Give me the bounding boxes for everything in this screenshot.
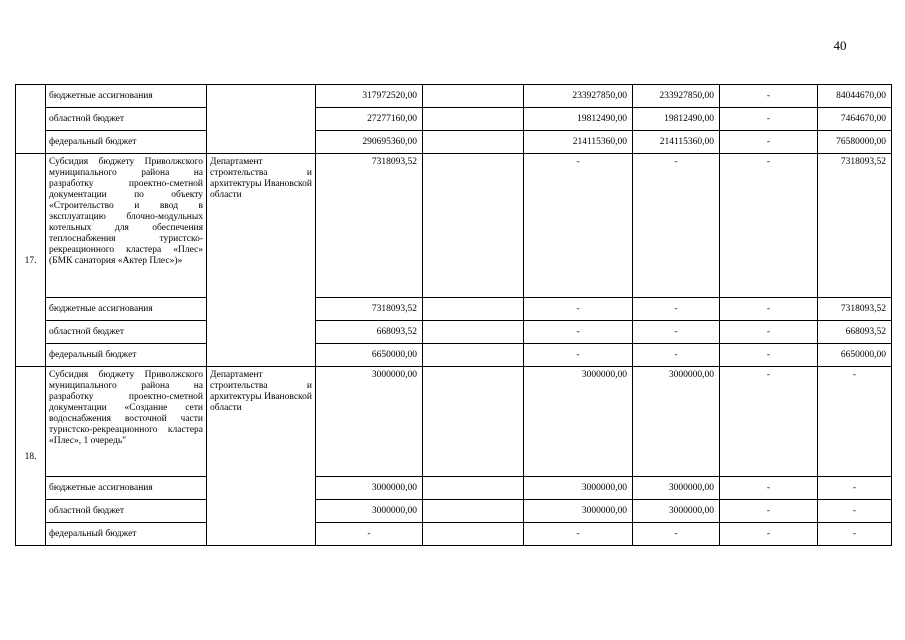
table-row-item-18: [16, 367, 892, 477]
value-cell: 668093,52: [316, 321, 423, 344]
value-cell: -: [633, 298, 720, 321]
value-cell: -: [720, 108, 818, 131]
value-cell: 3000000,00: [524, 477, 633, 500]
value-cell: 7318093,52: [316, 154, 423, 298]
value-cell: 84044670,00: [818, 85, 892, 108]
value-cell: -: [720, 477, 818, 500]
row-label: областной бюджет: [46, 321, 207, 344]
value-cell: -: [720, 344, 818, 367]
value-cell: 233927850,00: [633, 85, 720, 108]
table-row: [16, 344, 892, 367]
value-cell: 317972520,00: [316, 85, 423, 108]
value-cell: -: [720, 154, 818, 298]
value-cell: 19812490,00: [524, 108, 633, 131]
value-cell: [423, 367, 524, 477]
value-cell: -: [818, 367, 892, 477]
value-cell: -: [524, 321, 633, 344]
row-label: федеральный бюджет: [46, 131, 207, 154]
value-cell: 3000000,00: [633, 367, 720, 477]
budget-table: [15, 84, 892, 546]
value-cell: 214115360,00: [524, 131, 633, 154]
value-cell: 3000000,00: [316, 477, 423, 500]
value-cell: [423, 500, 524, 523]
value-cell: -: [720, 131, 818, 154]
value-cell: 7464670,00: [818, 108, 892, 131]
value-cell: [423, 298, 524, 321]
row-label: федеральный бюджет: [46, 344, 207, 367]
value-cell: -: [720, 367, 818, 477]
value-cell: 6650000,00: [818, 344, 892, 367]
value-cell: -: [633, 344, 720, 367]
value-cell: 3000000,00: [633, 477, 720, 500]
value-cell: 3000000,00: [633, 500, 720, 523]
value-cell: [423, 154, 524, 298]
value-cell: 3000000,00: [316, 367, 423, 477]
row-label: областной бюджет: [46, 500, 207, 523]
table-row: [16, 131, 892, 154]
value-cell: 7318093,52: [818, 298, 892, 321]
table-row-item-17: [16, 154, 892, 298]
row-label: бюджетные ассигнования: [46, 298, 207, 321]
item-index: 17.: [16, 154, 46, 367]
value-cell: 6650000,00: [316, 344, 423, 367]
index-cell: [16, 85, 46, 154]
value-cell: -: [720, 500, 818, 523]
item-department: Департамент строительства и архитектуры Ивановской области: [207, 154, 316, 367]
value-cell: -: [633, 321, 720, 344]
table-row: [16, 321, 892, 344]
value-cell: 19812490,00: [633, 108, 720, 131]
value-cell: [423, 85, 524, 108]
value-cell: 3000000,00: [524, 500, 633, 523]
table-row: [16, 298, 892, 321]
value-cell: -: [524, 344, 633, 367]
value-cell: -: [818, 500, 892, 523]
value-cell: -: [524, 523, 633, 546]
value-cell: [423, 344, 524, 367]
value-cell: 214115360,00: [633, 131, 720, 154]
table-row: [16, 108, 892, 131]
item-department: Департамент строительства и архитектуры Ивановской области: [207, 367, 316, 546]
value-cell: 27277160,00: [316, 108, 423, 131]
value-cell: 3000000,00: [316, 500, 423, 523]
value-cell: -: [818, 477, 892, 500]
table-row: [16, 85, 892, 108]
value-cell: -: [524, 298, 633, 321]
item-description: Субсидия бюджету Приволжского муниципального района на разработку проектно-сметной документации «Создание сети водоснабжения восточной части туристско-рекреационного кластера «Плес», 1 очередь": [46, 367, 207, 477]
value-cell: -: [524, 154, 633, 298]
value-cell: -: [316, 523, 423, 546]
row-label: областной бюджет: [46, 108, 207, 131]
item-index: 18.: [16, 367, 46, 546]
value-cell: [423, 131, 524, 154]
table-row: [16, 523, 892, 546]
row-label: федеральный бюджет: [46, 523, 207, 546]
value-cell: -: [720, 321, 818, 344]
value-cell: -: [720, 298, 818, 321]
row-label: бюджетные ассигнования: [46, 85, 207, 108]
value-cell: 76580000,00: [818, 131, 892, 154]
value-cell: [423, 321, 524, 344]
value-cell: -: [633, 154, 720, 298]
row-label: бюджетные ассигнования: [46, 477, 207, 500]
value-cell: 233927850,00: [524, 85, 633, 108]
table-row: [16, 500, 892, 523]
value-cell: 3000000,00: [524, 367, 633, 477]
department-cell: [207, 85, 316, 154]
value-cell: -: [633, 523, 720, 546]
value-cell: 290695360,00: [316, 131, 423, 154]
item-description: Субсидия бюджету Приволжского муниципального района на разработку проектно-сметной документации по объекту «Строительство и ввод в эксплуатацию блочно-модульных котельных для обеспечения теплоснабжения туристско-рекреационного кластера «Плес» (БМК санатория «Актер Плес»)»: [46, 154, 207, 298]
value-cell: -: [720, 523, 818, 546]
value-cell: [423, 477, 524, 500]
table-row: [16, 477, 892, 500]
value-cell: -: [818, 523, 892, 546]
value-cell: [423, 523, 524, 546]
value-cell: 7318093,52: [316, 298, 423, 321]
value-cell: 668093,52: [818, 321, 892, 344]
page-number: 40: [833, 38, 847, 53]
value-cell: [423, 108, 524, 131]
value-cell: 7318093,52: [818, 154, 892, 298]
value-cell: -: [720, 85, 818, 108]
